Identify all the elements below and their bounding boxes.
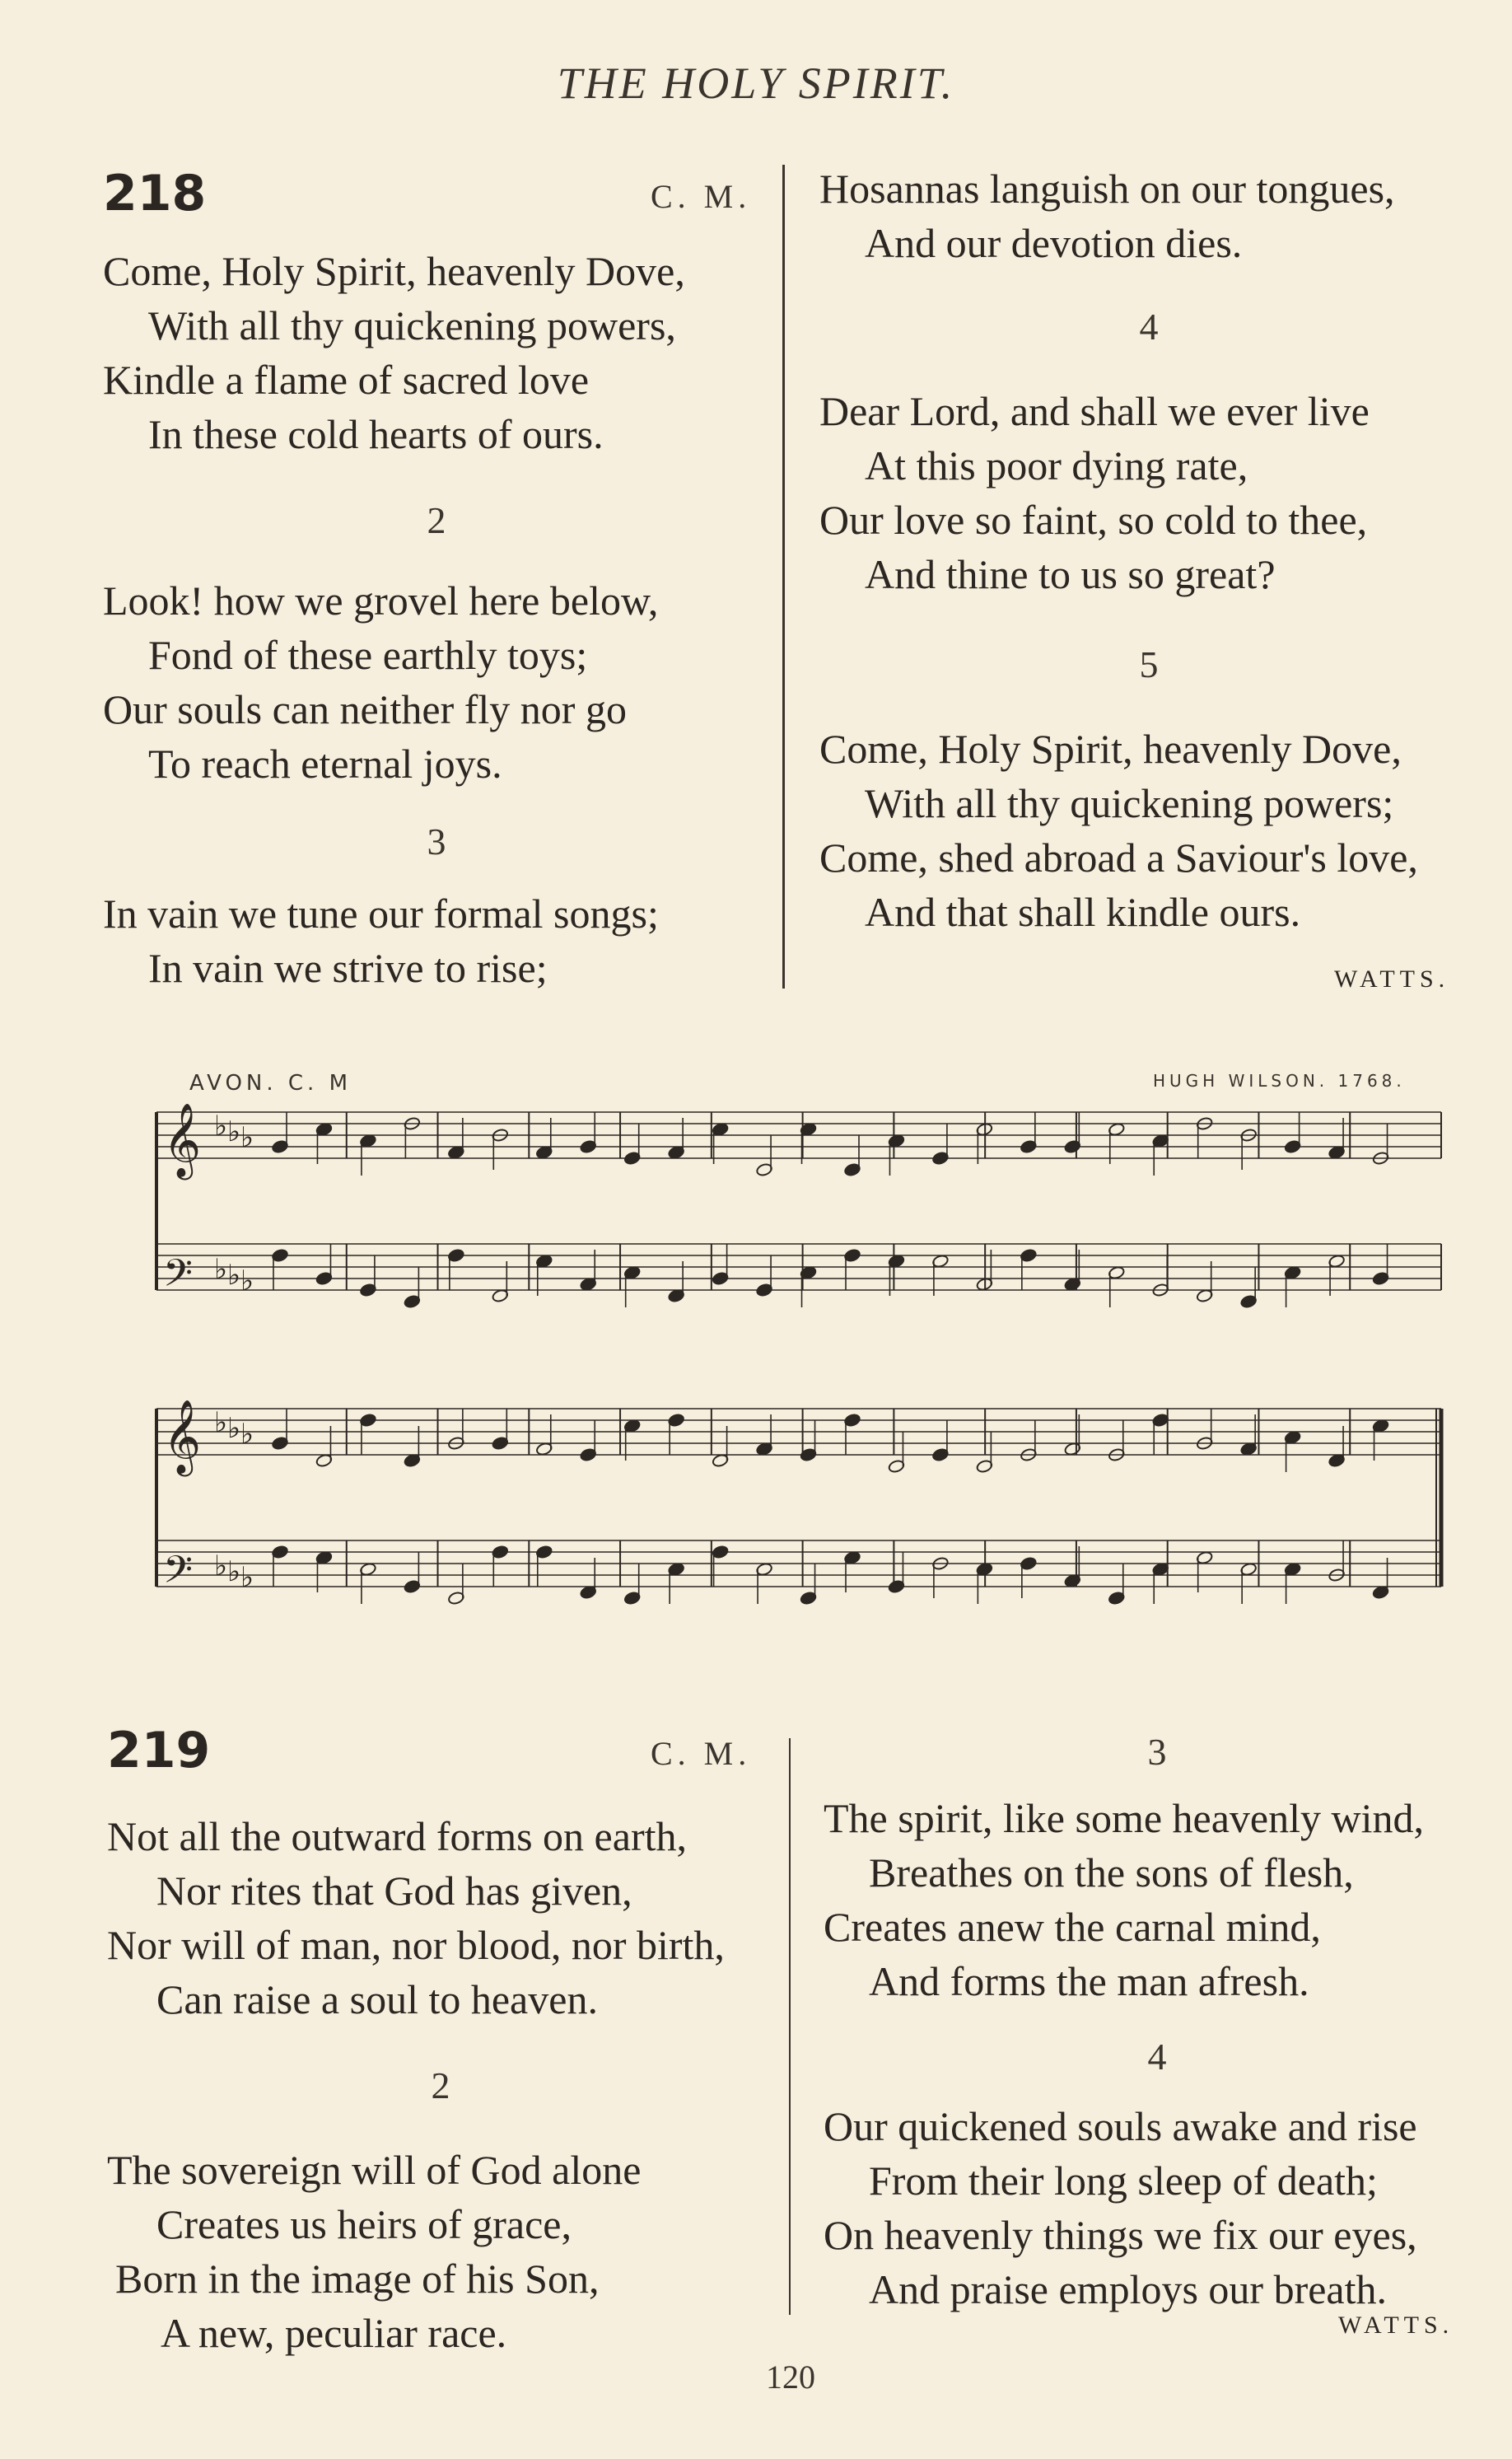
stanza-line: Come, shed abroad a Saviour's love, [819,834,1418,881]
stanza-line: At this poor dying rate, [865,442,1248,489]
stanza-number: 2 [427,499,446,541]
stanza-line: To reach eternal joys. [148,741,502,787]
stanza-line: Breathes on the sons of flesh, [869,1849,1354,1896]
stanza-line: Nor rites that God has given, [156,1868,632,1914]
bass-clef: 𝄢 [163,1548,194,1601]
stanza-line: In vain we strive to rise; [148,945,548,991]
stanza-line: Our quickened souls awake and rise [824,2103,1417,2149]
stanza-line: Hosannas languish on our tongues, [819,166,1395,212]
stanza-line: And forms the man afresh. [869,1958,1309,2004]
tune-name: AVON. C. M [189,1071,352,1096]
column-divider [789,1738,791,2315]
flat-sign: ♭ [214,1110,228,1143]
stanza-line: Born in the image of his Son, [115,2256,600,2302]
stanza-line: And that shall kindle ours. [865,889,1301,935]
stanza-line: The spirit, like some heavenly wind, [824,1795,1425,1841]
author-credit-219: WATTS. [1338,2312,1454,2339]
stanza-number: 4 [1139,306,1159,348]
flat-sign: ♭ [227,1555,241,1588]
stanza-line: The sovereign will of God alone [107,2147,642,2193]
stanza-line: And thine to us so great? [865,551,1276,597]
stanza-number: 2 [431,2064,450,2106]
flat-sign: ♭ [214,1406,228,1439]
author-credit-218: WATTS. [1334,965,1450,993]
hymn-number-219: 219 [107,1722,211,1779]
hymn-meter-219: C. M. [651,1735,752,1772]
hymn-number-218: 218 [103,165,207,222]
stanza-number: 4 [1147,2036,1167,2078]
flat-sign: ♭ [240,1561,254,1594]
stanza-line: Come, Holy Spirit, heavenly Dove, [103,248,685,294]
tune-composer: HUGH WILSON. 1768. [1153,1071,1406,1091]
treble-clef: 𝄞 [163,1400,202,1474]
stanza-line: With all thy quickening powers, [148,302,676,348]
stanza-line: Dear Lord, and shall we ever live [819,388,1370,434]
stanza-number: 3 [427,820,446,863]
stanza-line: On heavenly things we fix our eyes, [824,2212,1417,2258]
flat-sign: ♭ [227,1412,241,1445]
flat-sign: ♭ [227,1115,241,1148]
treble-clef: 𝄞 [163,1103,202,1177]
page-number: 120 [766,2358,815,2396]
stanza-line: Not all the outward forms on earth, [107,1813,687,1859]
flat-sign: ♭ [214,1550,228,1582]
stanza-line: And praise employs our breath. [869,2266,1388,2312]
stanza-line: Creates anew the carnal mind, [824,1904,1321,1950]
stanza-line: With all thy quickening powers; [865,780,1394,826]
stanza-line: Kindle a flame of sacred love [103,357,590,403]
stanza-line: In these cold hearts of ours. [148,411,604,457]
flat-sign: ♭ [214,1253,228,1286]
flat-sign: ♭ [227,1259,241,1292]
flat-sign: ♭ [240,1265,254,1297]
music-score [140,1096,1449,1656]
column-divider [782,165,785,989]
flat-sign: ♭ [240,1418,254,1451]
stanza-line: From their long sleep of death; [869,2157,1378,2204]
hymn-meter-218: C. M. [651,178,752,215]
stanza-line: Our souls can neither fly nor go [103,686,627,732]
stanza-number: 3 [1147,1731,1167,1773]
stanza-line: Creates us heirs of grace, [156,2201,572,2247]
page-header: THE HOLY SPIRIT. [557,58,955,108]
stanza-number: 5 [1139,643,1159,685]
stanza-line: Can raise a soul to heaven. [156,1976,598,2022]
stanza-line: Come, Holy Spirit, heavenly Dove, [819,726,1402,772]
stanza-line: In vain we tune our formal songs; [103,891,659,937]
bass-clef: 𝄢 [163,1251,194,1305]
stanza-line: Fond of these earthly toys; [148,632,588,678]
stanza-line: A new, peculiar race. [161,2310,507,2356]
stanza-line: Look! how we grovel here below, [103,577,659,624]
flat-sign: ♭ [240,1121,254,1154]
stanza-line: Nor will of man, nor blood, nor birth, [107,1922,725,1968]
stanza-line: Our love so faint, so cold to thee, [819,497,1368,543]
stanza-line: And our devotion dies. [865,220,1243,266]
